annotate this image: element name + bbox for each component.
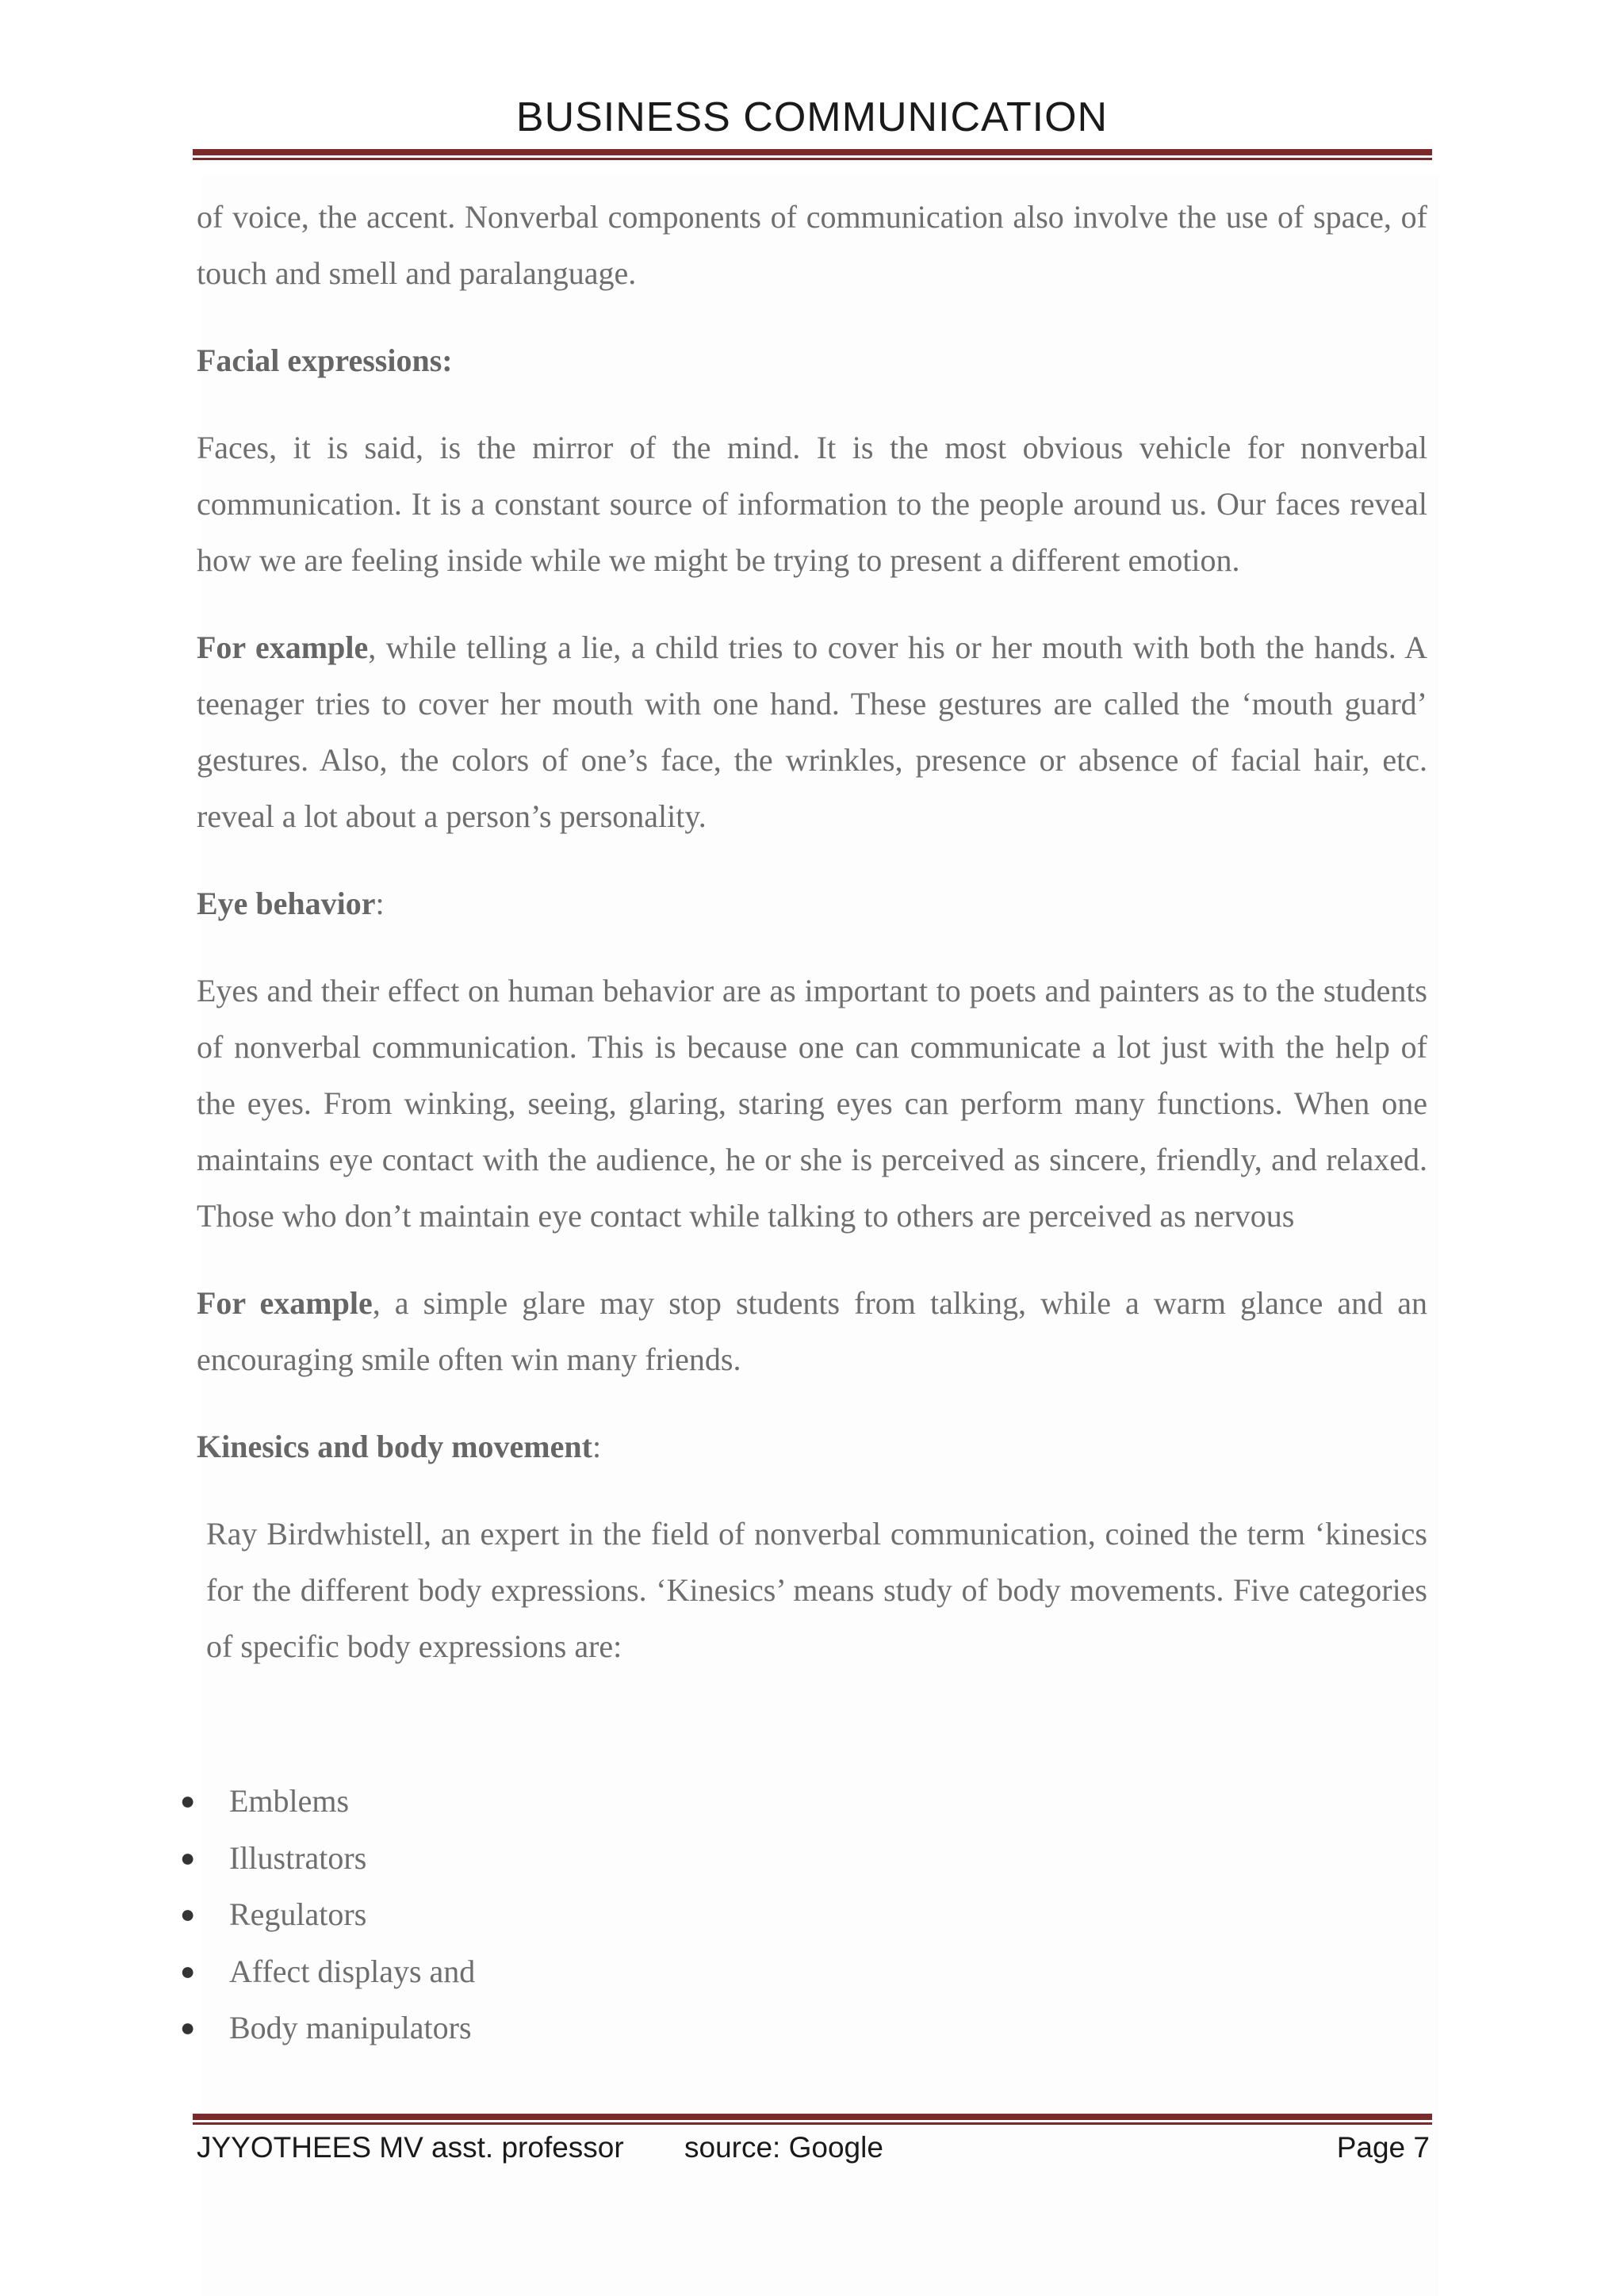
list-item-label: Emblems [229,1783,350,1819]
heading-kinesics-text: Kinesics and body movement [197,1429,592,1464]
heading-kinesics [197,1418,1427,1475]
heading-colon: : [592,1429,602,1464]
list-item [178,1830,475,1887]
list-item-label: Regulators [229,1896,367,1932]
page-footer [197,2131,1430,2164]
bullet-icon: ● [180,1956,196,1985]
eye-behavior-paragraph: Eyes and their effect on human behavior are as important to poets and painters as to the students of nonverbal communication. This is because one can communicate a lot just with the help of the eyes. From winking, seeing, glaring, staring eyes can perform many functions. When one maintains eye contact with the audience, he or she is perceived as sincere, friendly, and relaxed. Those who don’t maintain eye contact while talking to others are perceived as nervous [197,973,1427,1234]
intro-paragraph: of voice, the accent. Nonverbal components of communication also involve the use of space, of touch and smell and paralanguage. [197,199,1427,291]
header-rule [193,149,1432,160]
page-number: Page 7 [1336,2131,1430,2164]
footer-rule [193,2114,1432,2125]
list-item [178,1886,475,1943]
bullet-icon: ● [180,1843,196,1872]
eye-example-paragraph [197,1275,1427,1387]
kinesics-paragraph: Ray Birdwhistell, an expert in the field of nonverbal communication, coined the term ‘kinesics for the different body expressions. ‘Kinesics’ means study of body movements. Five categories of specific body expressions are: [206,1516,1427,1664]
list-item [178,1999,475,2057]
bullet-icon: ● [180,1786,196,1815]
body-expressions-list [178,1773,475,2057]
page-header-title: BUSINESS COMMUNICATION [515,94,1109,140]
bullet-icon: ● [180,1900,196,1928]
example-lead: For example [197,629,369,665]
example-text: , a simple glare may stop students from talking, while a warm glance and an encouraging smile often win many friends. [197,1285,1427,1377]
list-item-label: Illustrators [229,1839,367,1876]
footer-author: JYYOTHEES MV asst. professor [197,2131,624,2164]
bullet-icon: ● [180,2013,196,2042]
example-lead: For example [197,1285,373,1321]
page-content [197,189,1427,1705]
facial-expressions-paragraph: Faces, it is said, is the mirror of the mind. It is the most obvious vehicle for nonverbal communication. It is a constant source of information to the people around us. Our faces reveal how we are feeling inside while we might be trying to present a different emotion. [197,430,1427,578]
heading-eye-behavior [197,875,1427,932]
list-item [178,1773,475,1830]
heading-facial-expressions: Facial expressions: [197,342,453,378]
list-item-label: Affect displays and [229,1953,476,1989]
footer-source: source: Google [684,2131,883,2164]
heading-colon: : [375,886,385,921]
list-item-label: Body manipulators [229,2010,472,2045]
heading-eye-behavior-text: Eye behavior [197,886,376,921]
facial-example-paragraph [197,619,1427,844]
example-text: , while telling a lie, a child tries to cover his or her mouth with both the hands. A teenager tries to cover her mouth with one hand. These gestures are called the ‘mouth guard’ gestures. Also, the colors of one’s face, the wrinkles, presence or absence of facial hair, etc. reveal a lot about a person’s personality. [197,629,1428,834]
list-item [178,1943,475,2000]
